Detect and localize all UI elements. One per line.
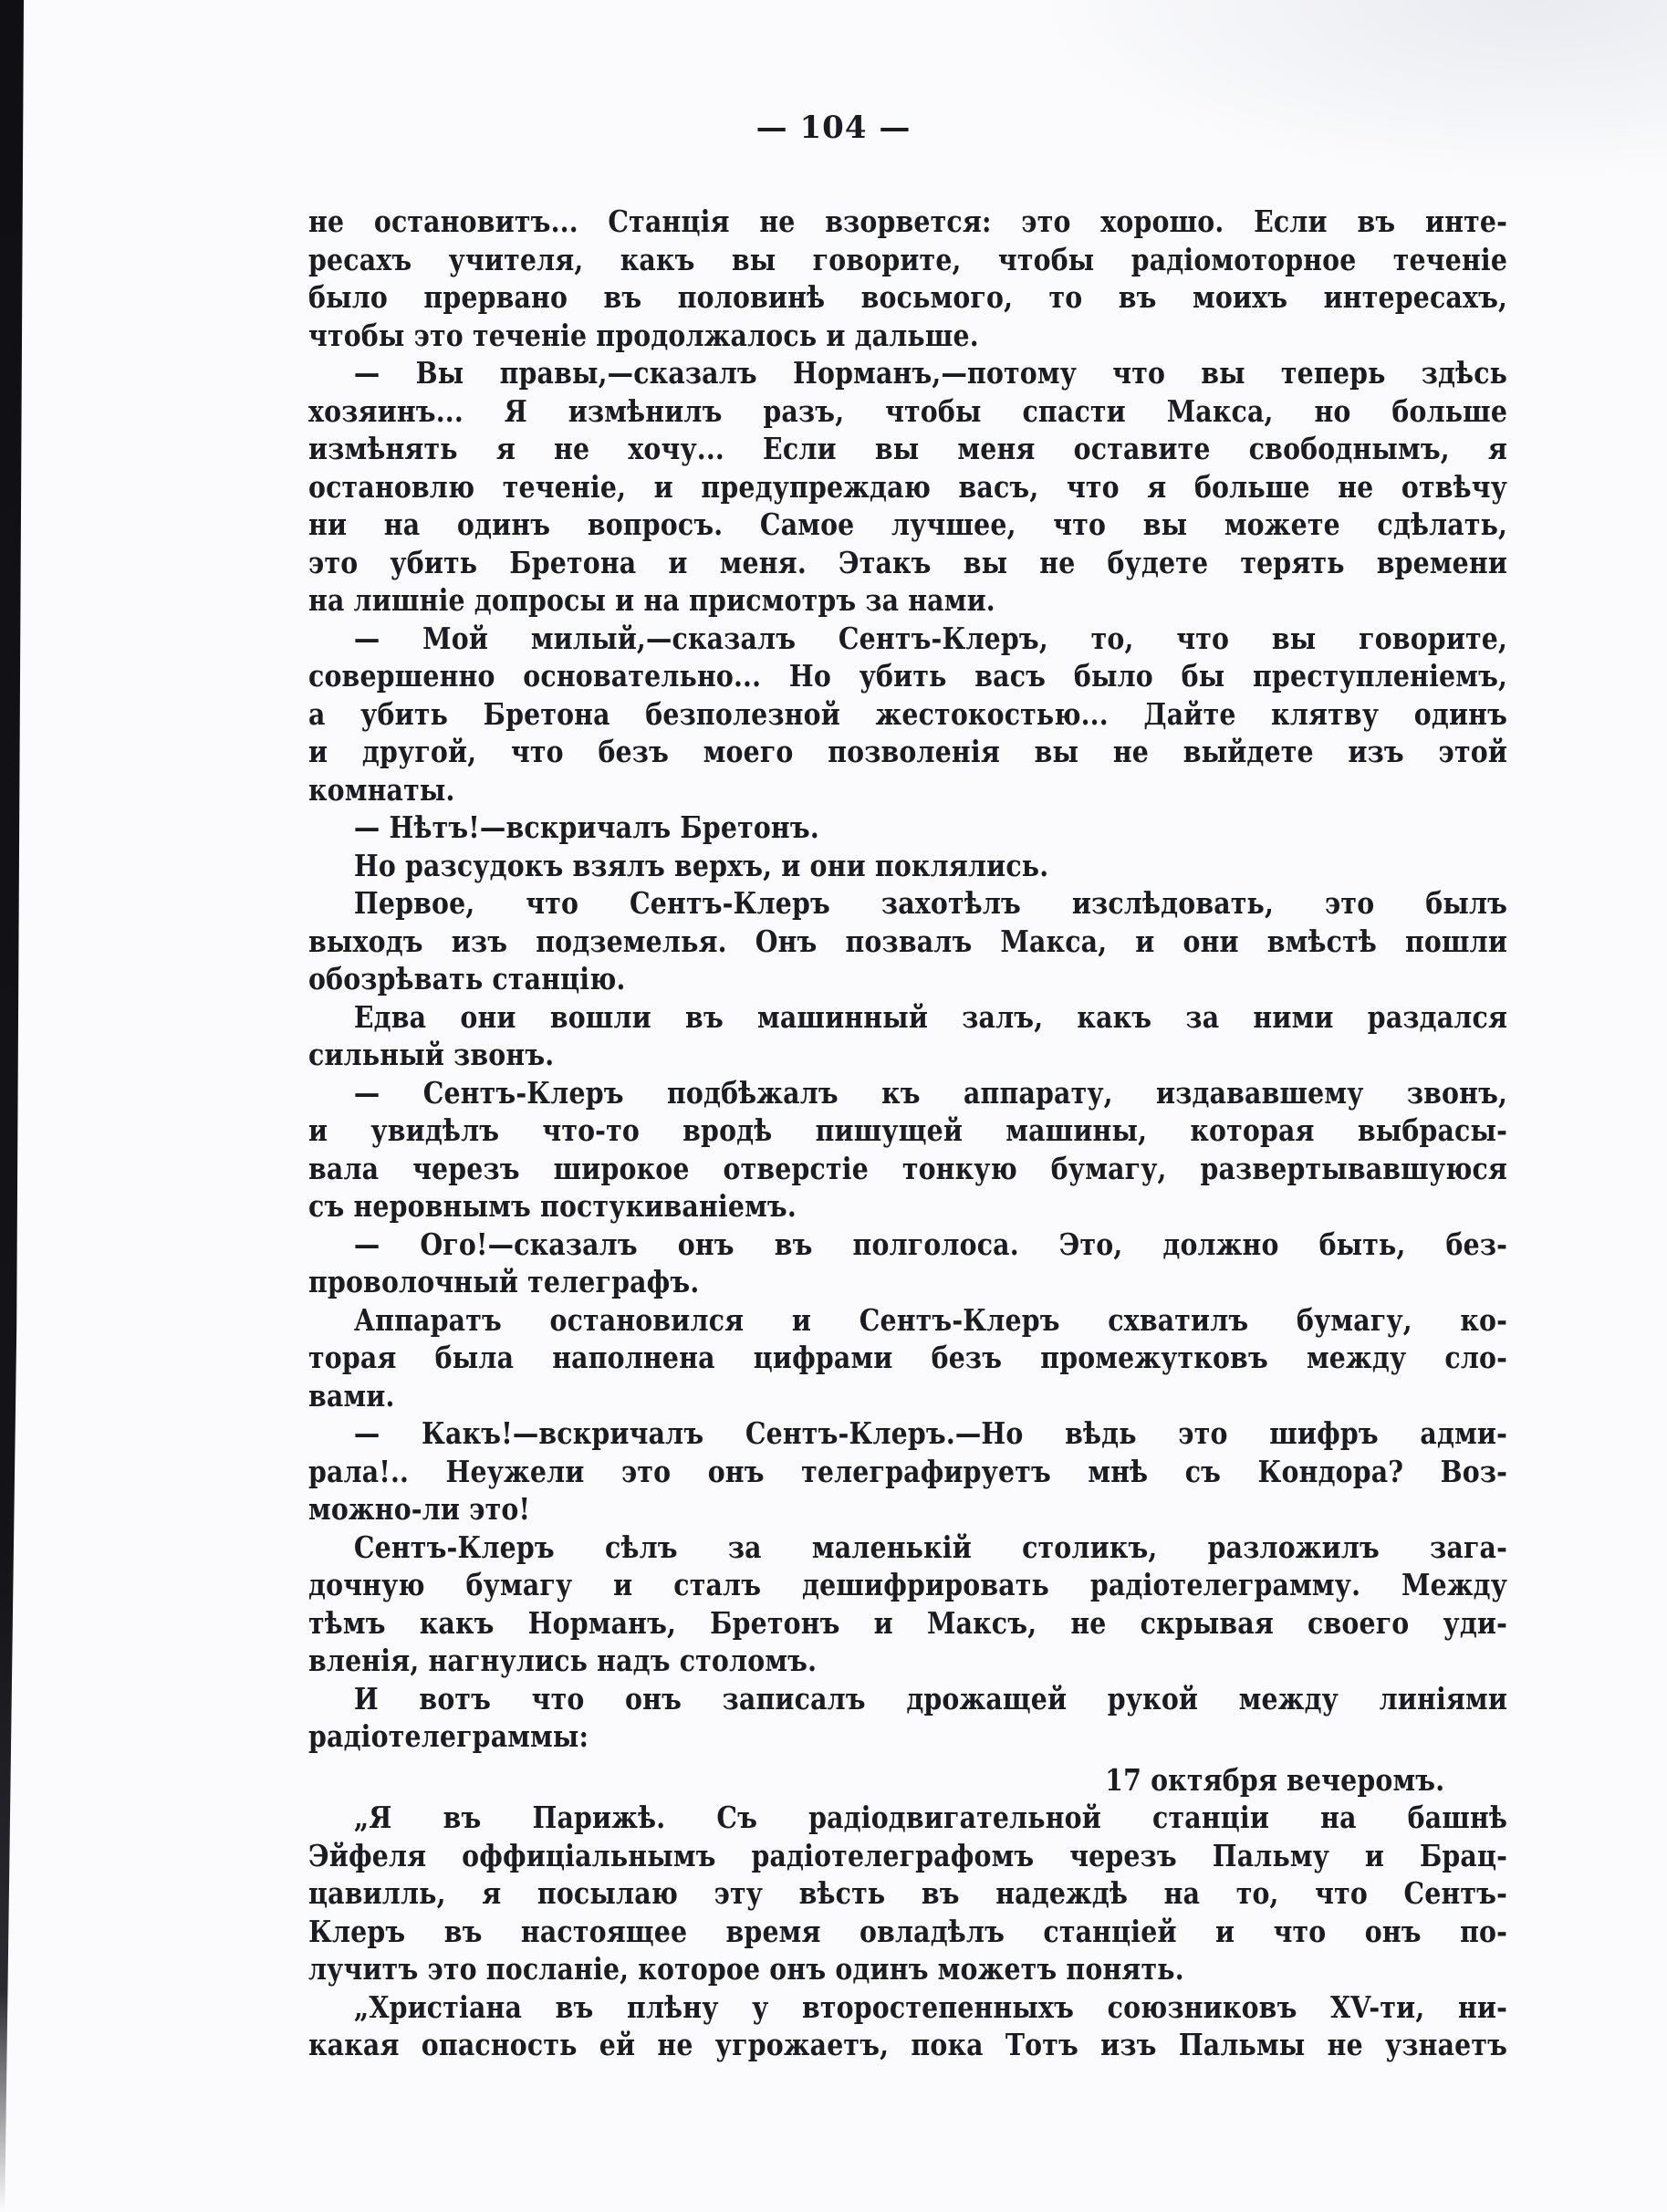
- text-line: вала черезъ широкое отверстіе тонкую бумагу, развертывавшуюся: [308, 1150, 1508, 1186]
- text-line: проволочный телеграфъ.: [308, 1264, 700, 1299]
- paragraph-start-line: „Христіана въ плѣну у второстепенныхъ союзниковъ XV-ти, ни-: [353, 1988, 1508, 2025]
- paragraph-start-line: „Я въ Парижѣ. Съ радіодвигательной станціи на башнѣ: [353, 1800, 1508, 1835]
- text-line: это убить Бретона и меня. Этакъ вы не будете терять времени: [308, 544, 1508, 580]
- paragraph-start-line: Первое, что Сентъ-Клеръ захотѣлъ изслѣдовать, это былъ: [353, 885, 1508, 921]
- text-line: сильный звонъ.: [308, 1037, 555, 1072]
- text-line: съ неровнымъ постукиваніемъ.: [308, 1188, 797, 1224]
- text-line: и другой, что безъ моего позволенія вы не выйдете изъ этой: [308, 734, 1508, 769]
- paragraph-start-line: — Мой милый,—сказалъ Сентъ-Клеръ, то, что вы говорите,: [353, 620, 1508, 656]
- text-line: рала!.. Неужели это онъ телеграфируетъ мнѣ съ Кондора? Воз-: [308, 1453, 1508, 1489]
- text-line: вами.: [308, 1377, 395, 1414]
- text-line: какая опасность ей не угрожаетъ, пока Тотъ изъ Пальмы не узнаетъ: [308, 2027, 1508, 2062]
- text-line: ресахъ учителя, какъ вы говорите, чтобы радіомоторное теченіе: [308, 241, 1508, 277]
- text-line: а убить Бретона безполезной жестокостью... Дайте клятву одинъ: [308, 695, 1508, 732]
- scan-smudge: [1028, 0, 1667, 183]
- body-text: [308, 203, 1507, 1756]
- text-line: можно-ли это!: [308, 1491, 531, 1527]
- paragraph-start-line: — Ого!—сказалъ онъ въ полголоса. Это, должно быть, без-: [353, 1226, 1508, 1262]
- page-body: [308, 203, 1507, 2064]
- page-number: — 104 —: [755, 110, 912, 146]
- text-line: на лишніе допросы и на присмотръ за нами.: [308, 582, 995, 618]
- text-line: обозрѣвать станцію.: [308, 961, 626, 996]
- text-line: ни на одинъ вопросъ. Самое лучшее, что вы можете сдѣлать,: [308, 506, 1508, 542]
- telegram-dateline: 17 октября вечеромъ.: [1105, 1761, 1445, 1798]
- telegram-text: [308, 1799, 1507, 2064]
- text-line: Эйфеля оффиціальнымъ радіотелеграфомъ черезъ Пальму и Брац-: [308, 1837, 1508, 1873]
- text-line: цавилль, я посылаю эту вѣсть въ надеждѣ на то, что Сентъ-: [308, 1875, 1508, 1911]
- text-line: чтобы это теченіе продолжалось и дальше.: [308, 317, 979, 353]
- text-line: комнаты.: [308, 771, 455, 808]
- paragraph-start-line: Но разсудокъ взялъ верхъ, и они поклялись.: [353, 847, 1049, 883]
- text-line: измѣнять я не хочу... Если вы меня оставите свободнымъ, я: [308, 431, 1508, 466]
- paragraph-start-line: И вотъ что онъ записалъ дрожащей рукой между линіями: [353, 1680, 1508, 1716]
- paragraph-start-line: Сентъ-Клеръ сѣлъ за маленькій столикъ, разложилъ зага-: [353, 1529, 1508, 1565]
- text-line: дочную бумагу и сталъ дешифрировать радіотелеграмму. Между: [308, 1567, 1508, 1602]
- text-line: и увидѣлъ что-то вродѣ пишущей машины, которая выбрасы-: [308, 1112, 1508, 1148]
- text-line: не остановитъ... Станція не взорвется: это хорошо. Если въ инте-: [308, 203, 1508, 239]
- text-line: торая была наполнена цифрами безъ промежутковъ между сло-: [308, 1340, 1508, 1375]
- text-line: вленія, нагнулись надъ столомъ.: [308, 1643, 818, 1678]
- text-line: Клеръ въ настоящее время овладѣлъ станціей и что онъ по-: [308, 1913, 1508, 1949]
- text-line: тѣмъ какъ Норманъ, Бретонъ и Максъ, не скрывая своего уди-: [308, 1604, 1508, 1641]
- paragraph-start-line: — Нѣтъ!—вскричалъ Бретонъ.: [353, 809, 819, 845]
- text-line: совершенно основательно... Но убить васъ было бы преступленіемъ,: [308, 658, 1508, 694]
- paragraph-start-line: — Какъ!—вскричалъ Сентъ-Клеръ.—Но вѣдь это шифръ адми-: [353, 1415, 1508, 1451]
- scan-edge-shadow: [0, 0, 24, 2212]
- text-line: было прервано въ половинѣ восьмого, то въ моихъ интересахъ,: [308, 279, 1508, 315]
- text-line: лучитъ это посланіе, которое онъ одинъ можетъ понять.: [308, 1951, 1184, 1987]
- text-line: хозяинъ... Я измѣнилъ разъ, чтобы спасти Макса, но больше: [308, 392, 1508, 429]
- text-line: радіотелеграммы:: [308, 1718, 589, 1754]
- text-line: остановлю теченіе, и предупреждаю васъ, что я больше не отвѣчу: [308, 468, 1508, 505]
- paragraph-start-line: Едва они вошли въ машинный залъ, какъ за ними раздался: [353, 998, 1508, 1035]
- text-line: выходъ изъ подземелья. Онъ позвалъ Макса, и они вмѣстѣ пошли: [308, 923, 1508, 959]
- paragraph-start-line: — Вы правы,—сказалъ Норманъ,—потому что вы теперь здѣсь: [353, 355, 1508, 391]
- paragraph-start-line: — Сентъ-Клеръ подбѣжалъ къ аппарату, издававшему звонъ,: [353, 1074, 1508, 1111]
- paragraph-start-line: Аппаратъ остановился и Сентъ-Клеръ схватилъ бумагу, ко-: [353, 1301, 1508, 1338]
